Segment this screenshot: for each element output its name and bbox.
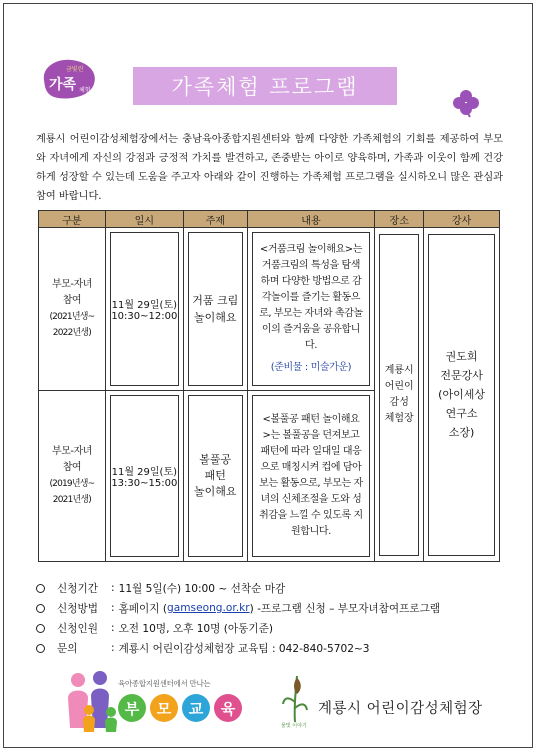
badge-top-text: 금빛린 (66, 66, 84, 73)
edu-circles (118, 694, 242, 722)
homepage-link[interactable]: gamseong.or.kr (167, 602, 250, 614)
lecturer-line: 권도희 (445, 350, 478, 363)
clover-icon (451, 88, 481, 118)
datetime-cell (105, 391, 183, 562)
place-line: 어린이 (384, 380, 414, 392)
date-text: 11월 29일(토) (111, 467, 178, 478)
supplies-text: (준비물 : 미술가운) (270, 362, 352, 373)
topic-text: 거품 크림 (192, 294, 239, 307)
content-cell (247, 391, 375, 562)
place-line: 계룡시 (384, 364, 414, 376)
gubun-line: (2019년생~ (49, 479, 95, 489)
topic-text: 볼풀공 (199, 453, 232, 466)
parent-education-logo (60, 668, 250, 734)
content-cell (247, 228, 375, 391)
reed-emblem-icon (280, 672, 310, 728)
application-info-list (36, 578, 516, 658)
datetime-cell (105, 228, 183, 391)
program-table (38, 210, 500, 562)
lecturer-line: (아이세상 (438, 388, 485, 401)
info-label: 신청방법 (57, 602, 98, 615)
info-item-period: 신청기간 : 11월 5일(수) 10:00 ~ 선착순 마감 (36, 578, 516, 598)
info-value: 11월 5일(수) 10:00 ~ 선착순 마감 (118, 582, 286, 595)
bullet-circle-icon (36, 624, 45, 633)
gubun-line: (2021년생~ (49, 312, 95, 322)
place-line: 체험장 (384, 412, 414, 424)
info-item-contact: 문의 : 계룡시 어린이감성체험장 교육팀 : 042-840-5702~3 (36, 638, 516, 658)
gubun-line: 2022년생) (52, 328, 92, 338)
info-value-suffix: ) -프로그램 신청 – 부모자녀참여프로그램 (249, 602, 441, 615)
gubun-line: 참여 (62, 295, 82, 306)
place-cell (375, 228, 424, 562)
gubun-cell (39, 391, 106, 562)
lecturer-line: 연구소 (445, 407, 478, 420)
edu-char: 육 (214, 694, 242, 722)
intro-paragraph: 계룡시 어린이감성체험장에서는 충남육아종합지원센터와 함께 다양한 가족체험의 기회를 제공하여 부모와 자녀에게 자신의 강점과 긍정적 가치를 발견하고, 존중받는 아이로 양육하며, 가족과 이웃이 함께 건강하게 성장할 수 있는데 도움을 주고자 아래와 같이 진행하는 가족체험 프로그램을 실시하오니 많은 관심과 참여 바랍니다. (36, 134, 503, 202)
place-line: 감성 (389, 396, 409, 408)
header-gubun: 구분 (39, 211, 106, 228)
edu-char: 모 (150, 694, 178, 722)
title-banner (133, 67, 397, 105)
edu-char: 교 (182, 694, 210, 722)
date-text: 11월 29일(토) (111, 300, 178, 311)
topic-cell (183, 228, 247, 391)
info-label: 문의 (57, 642, 78, 655)
info-label: 신청인원 (57, 622, 98, 635)
lecturer-line: 소장) (448, 426, 475, 439)
info-value: 오전 10명, 오후 10명 (아동기준) (118, 622, 273, 635)
table-row (39, 228, 500, 391)
org-name: 계룡시 어린이감성체험장 (318, 701, 483, 717)
gubun-line: 부모-자녀 (52, 446, 92, 457)
info-value-prefix: 홈페이지 ( (118, 602, 168, 615)
info-item-capacity: 신청인원 : 오전 10명, 오후 10명 (아동기준) (36, 618, 516, 638)
table-header-row (39, 211, 500, 228)
footer-caption: 육아종합지원센터에서 만나는 (118, 679, 211, 688)
organization-logo (280, 672, 500, 732)
info-item-method: 신청방법 : 홈페이지 ( gamseong.or.kr ) -프로그램 신청 – 부모자녀참여프로그램 (36, 598, 516, 618)
badge-tail-text: 체험 (79, 87, 91, 94)
bullet-circle-icon (36, 604, 45, 613)
header-content: 내용 (247, 211, 375, 228)
org-small-text: 물빛 이야기 (281, 723, 307, 728)
content-text: <거품크림 놀이해요>는 거품크림의 특성을 탐색하며 다양한 방법으로 감각놀이를 즐기는 활동으로, 부모는 자녀와 촉감놀이의 즐거움을 공유합니다. (259, 244, 363, 351)
time-text: 13:30~15:00 (111, 478, 178, 489)
info-value: 계룡시 어린이감성체험장 교육팀 : 042-840-5702~3 (118, 642, 370, 655)
gubun-line: 2021년생) (52, 495, 92, 505)
gubun-line: 참여 (62, 462, 82, 473)
header-datetime: 일시 (105, 211, 183, 228)
lecturer-cell (424, 228, 500, 562)
topic-text: 놀이해요 (193, 311, 237, 324)
content-text: <볼풀공 패턴 놀이해요>는 볼풀공을 던져보고 패턴에 따라 일대일 대응으로 매칭시켜 컵에 담아보는 활동으로, 부모는 자녀의 신체조절을 도와 성취감을 느낄 수 있도록 지원합니다. (259, 414, 363, 537)
gubun-line: 부모-자녀 (52, 279, 92, 290)
bullet-circle-icon (36, 584, 45, 593)
header-topic: 주제 (183, 211, 247, 228)
lecturer-line: 전문강사 (440, 369, 483, 382)
info-label: 신청기간 (57, 582, 98, 595)
time-text: 10:30~12:00 (111, 311, 178, 322)
topic-text: 놀이해요 (193, 485, 237, 498)
family-figures-icon (60, 668, 120, 734)
topic-cell (183, 391, 247, 562)
header-lecturer: 강사 (424, 211, 500, 228)
edu-char: 부 (118, 694, 146, 722)
family-experience-badge-logo (36, 56, 100, 102)
gubun-cell (39, 228, 106, 391)
page-title: 가족체험 프로그램 (171, 75, 359, 99)
badge-main-text: 가족 (49, 77, 77, 93)
bullet-circle-icon (36, 644, 45, 653)
header-place: 장소 (375, 211, 424, 228)
topic-text: 패턴 (204, 469, 226, 482)
